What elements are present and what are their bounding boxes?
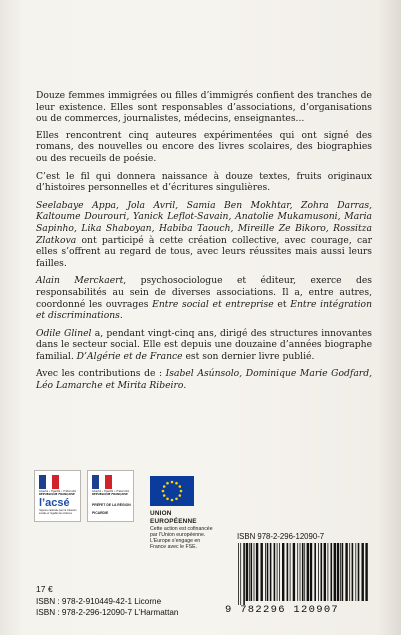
blurb-paragraph-contributors bbox=[36, 200, 372, 270]
author-name-merckaert: Alain Merckaert bbox=[36, 275, 124, 287]
blurb-paragraph-2: Elles rencontrent cinq auteures expérimentées qui ont signé des romans, des nouvelles ou encore des livres scolaires, des biographies ou des recueils de poésie. bbox=[36, 129, 372, 164]
blurb-paragraph-contributions: Avec les contributions de : Isabel Asúnsolo, Dominique Marie Godfard, Léo Lamarche et Mirita Ribeiro. bbox=[36, 368, 372, 392]
book-title-1: Entre social et entreprise bbox=[152, 298, 274, 310]
isbn-harmattan: ISBN : 978-2-296-12090-7 L’Harmattan bbox=[36, 608, 179, 617]
motto: Liberté • Égalité • Fraternité bbox=[39, 490, 76, 493]
price-and-isbns bbox=[36, 584, 236, 618]
motto: Liberté • Égalité • Fraternité bbox=[92, 490, 129, 493]
blurb-paragraph-1: Douze femmes immigrées ou filles d’immigrés confient des tranches de leur existence. Elles sont responsables d’associations, d’organisations ou de commerces, journalistes, médecins, enseignantes... bbox=[36, 90, 372, 125]
french-flag-icon bbox=[92, 475, 112, 489]
acse-logo bbox=[34, 470, 81, 522]
blurb bbox=[36, 90, 372, 397]
region-label: PICARDIE bbox=[92, 511, 109, 515]
acse-wordmark: l’acsé bbox=[39, 497, 70, 509]
contributors-text: ont participé à cette création collective, avec courage, car elles s’offrent au regard de tous, avec leurs réussites mais aussi leurs failles. bbox=[36, 234, 372, 269]
book-title-2: Entre intégration et discriminations bbox=[36, 298, 372, 322]
republique-label: RÉPUBLIQUE FRANÇAISE bbox=[92, 493, 128, 496]
eu-caption: UNION EUROPÉENNE Cette action est cofinancée par l’Union européenne. L’Europe s’engage en France avec le FSE. bbox=[150, 510, 213, 550]
blurb-paragraph-merckaert: Alain Merckaert, psychosociologue et éditeur, exerce des responsabilités au sein de diverses associations. Il a, entre autres, coordonné les ouvrages Entre social et entreprise et Entre intégration et discriminations. bbox=[36, 275, 372, 322]
blurb-paragraph-3: C’est le fil qui donnera naissance à douze textes, fruits originaux d’histoires personnelles et d’écritures singulières. bbox=[36, 170, 372, 194]
acse-subtitle: l’agence nationale pour la cohésion sociale et l’égalité des chances bbox=[39, 509, 77, 515]
isbn-barcode bbox=[236, 543, 370, 605]
barcode-digits: 9 782296 120907 bbox=[225, 604, 340, 616]
price: 17 € bbox=[36, 584, 53, 594]
republique-label: RÉPUBLIQUE FRANÇAISE bbox=[39, 493, 75, 496]
book-title-3: D’Algérie et de France bbox=[76, 350, 183, 362]
isbn-label: ISBN 978-2-296-12090-7 bbox=[237, 532, 325, 541]
eu-title: UNION EUROPÉENNE bbox=[150, 510, 197, 525]
isbn-licorne: ISBN : 978-2-910449-42-1 Licorne bbox=[36, 597, 162, 606]
eu-flag-icon bbox=[150, 476, 194, 506]
prefet-picardie-logo bbox=[87, 470, 134, 522]
prefet-label: PRÉFET DE LA RÉGION bbox=[92, 503, 131, 507]
author-name-glinel: Odile Glinel bbox=[36, 327, 92, 339]
blurb-paragraph-glinel: Odile Glinel a, pendant vingt-cinq ans, dirigé des structures innovantes dans le secteur social. Elle est depuis une douzaine d’années biographe familial. D’Algérie et de France est son dernier livre publié. bbox=[36, 327, 372, 362]
contribution-names: Isabel Asúnsolo, Dominique Marie Godfard, Léo Lamarche et Mirita Ribeiro bbox=[36, 368, 372, 392]
french-flag-icon bbox=[39, 475, 59, 489]
contributor-names: Seelabaye Appa, Jola Avril, Samia Ben Mokhtar, Zohra Darras, Kaltoume Dourouri, Yanick Leflot-Savain, Anatolie Mukamusoni, Maria Sapinho, Lika Shaboyan, Habiba Taouch, Mireille Ze Bikoro, Rossitza Zlatkova bbox=[36, 199, 372, 246]
